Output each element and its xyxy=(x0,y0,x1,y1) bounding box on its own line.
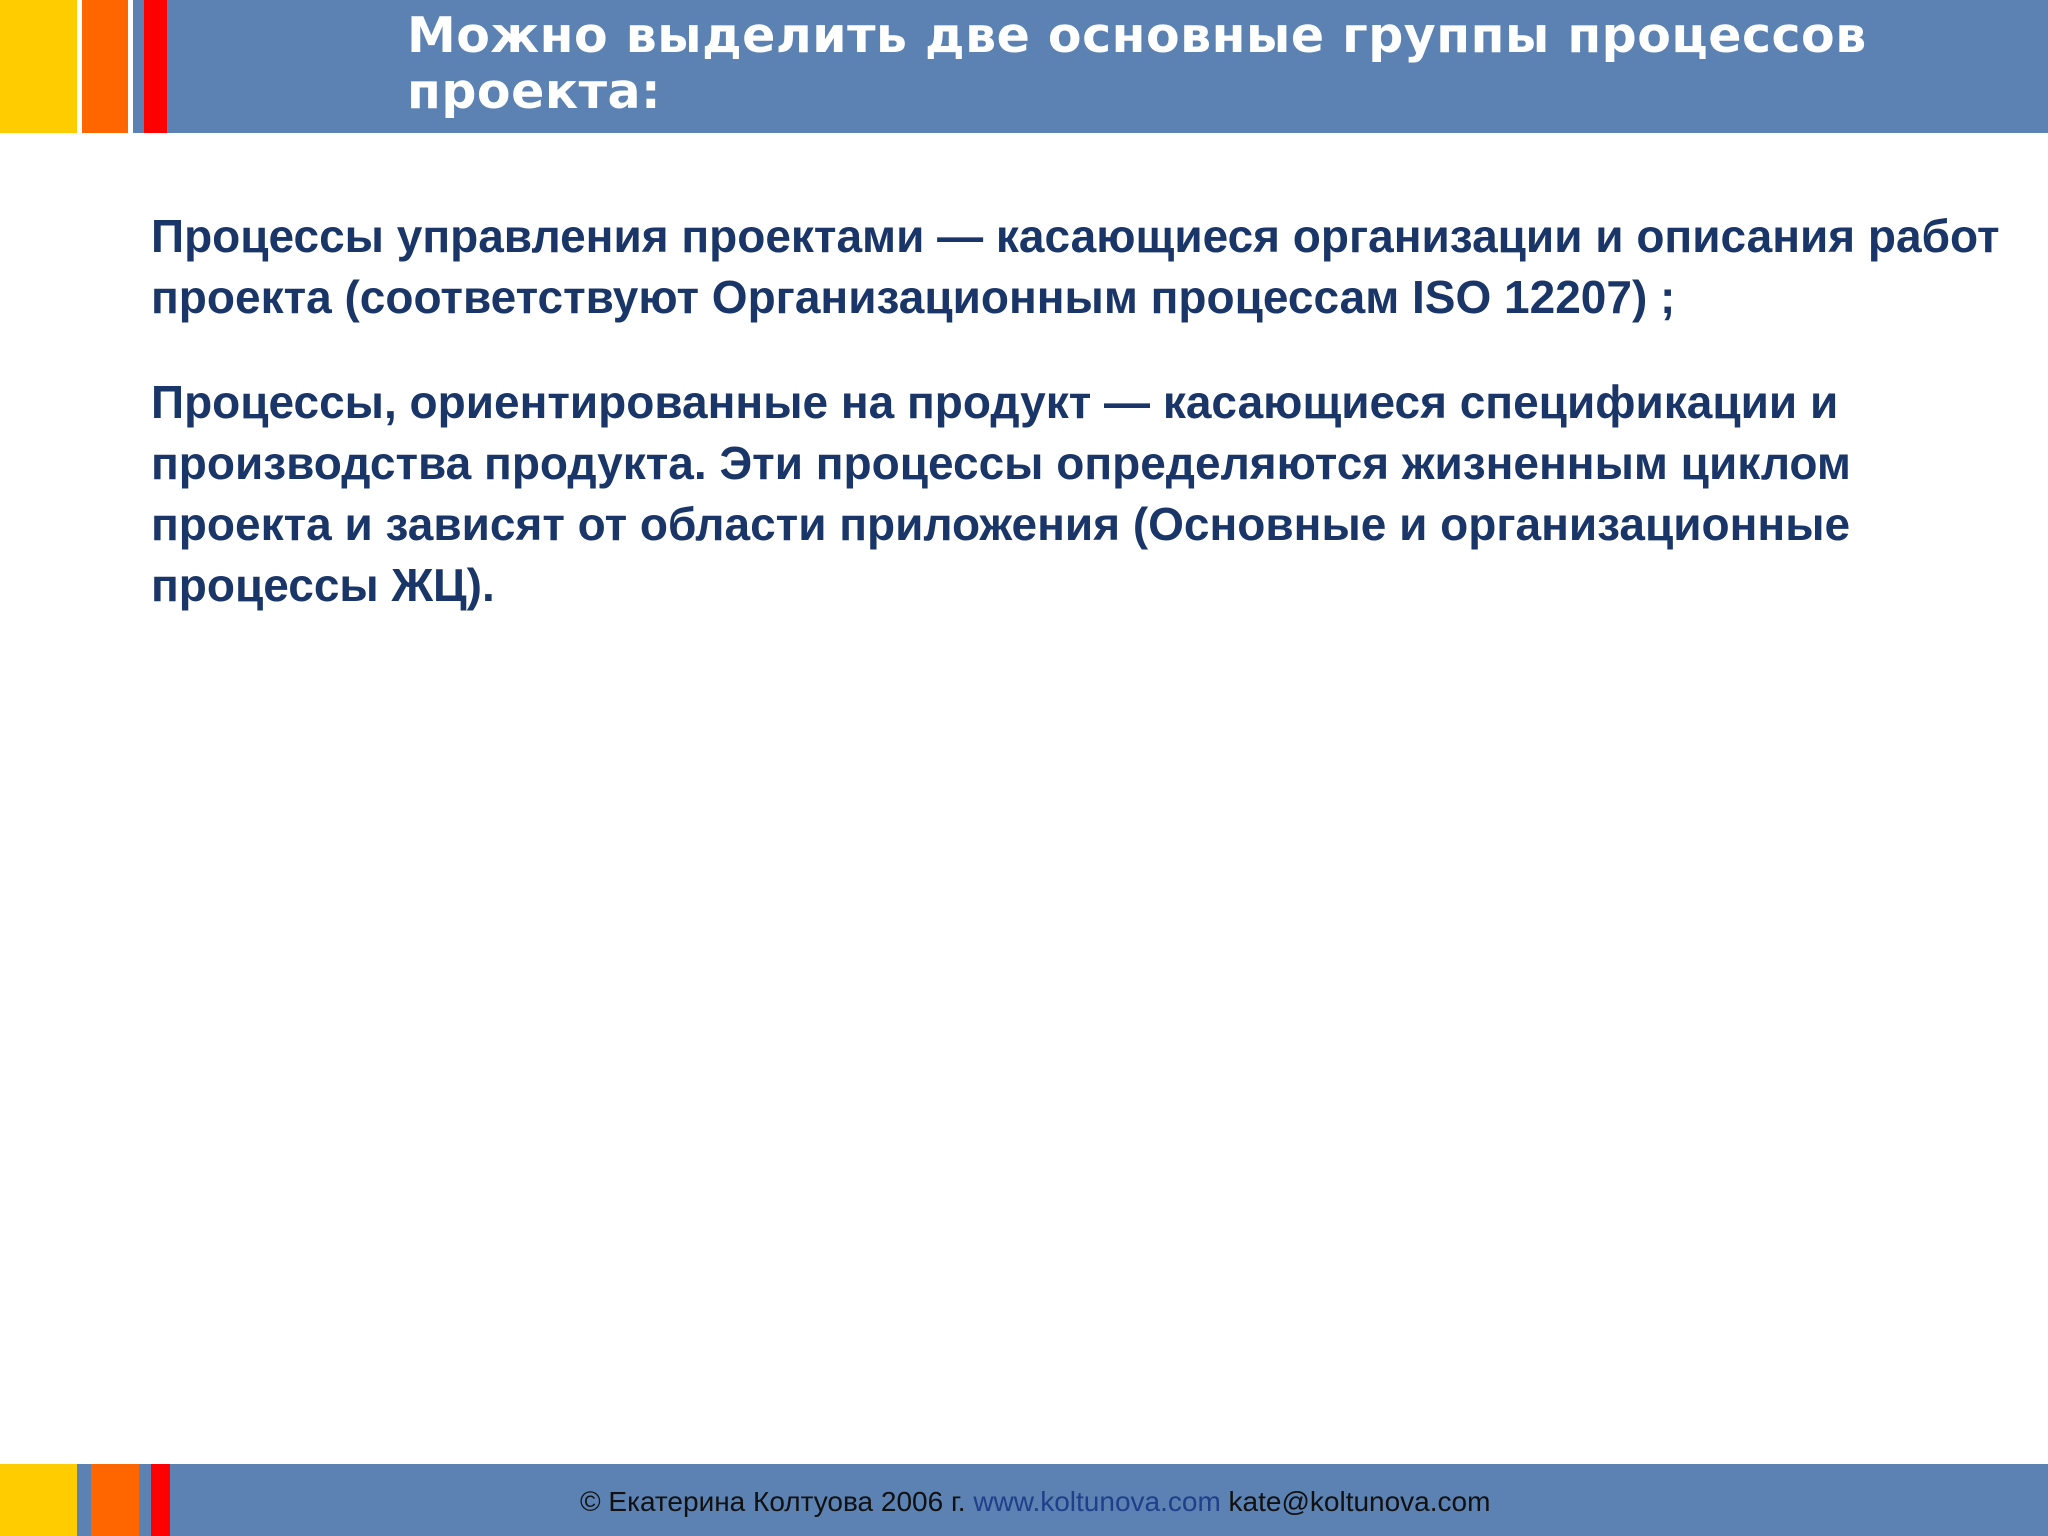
paragraph-management-processes: Процессы управления проектами — касающиеся организации и описания работ проекта (соответствуют Организационным процессам ISO 12207) ; xyxy=(151,210,2000,323)
footer-band xyxy=(0,1464,2048,1536)
footer-credits xyxy=(580,1486,1490,1518)
footer-stripe-gap xyxy=(139,1464,151,1536)
slide-title: Можно выделить две основные группы процессов проекта: xyxy=(407,7,1867,120)
footer-copyright: © Екатерина Колтуова 2006 г. xyxy=(580,1486,966,1517)
header-band xyxy=(0,0,2048,133)
footer-stripe-yellow xyxy=(0,1464,77,1536)
paragraph-product-processes: Процессы, ориентированные на продукт — касающиеся спецификации и производства продукта. Эти процессы определяются жизненным циклом проекта и зависят от области приложения (Основные и организационные процессы ЖЦ). xyxy=(151,376,1851,611)
footer-stripe-orange xyxy=(91,1464,139,1536)
header-stripe-yellow xyxy=(0,0,77,133)
header-stripe-orange xyxy=(82,0,128,133)
footer-stripe-gap xyxy=(77,1464,91,1536)
slide-body xyxy=(151,206,2011,660)
header-stripe-blue xyxy=(133,0,144,133)
header-stripe-red xyxy=(144,0,167,133)
footer-email-link[interactable]: kate@koltunova.com xyxy=(1228,1486,1491,1517)
footer-website-link[interactable]: www.koltunova.com xyxy=(973,1486,1221,1517)
footer-stripe-red xyxy=(151,1464,170,1536)
